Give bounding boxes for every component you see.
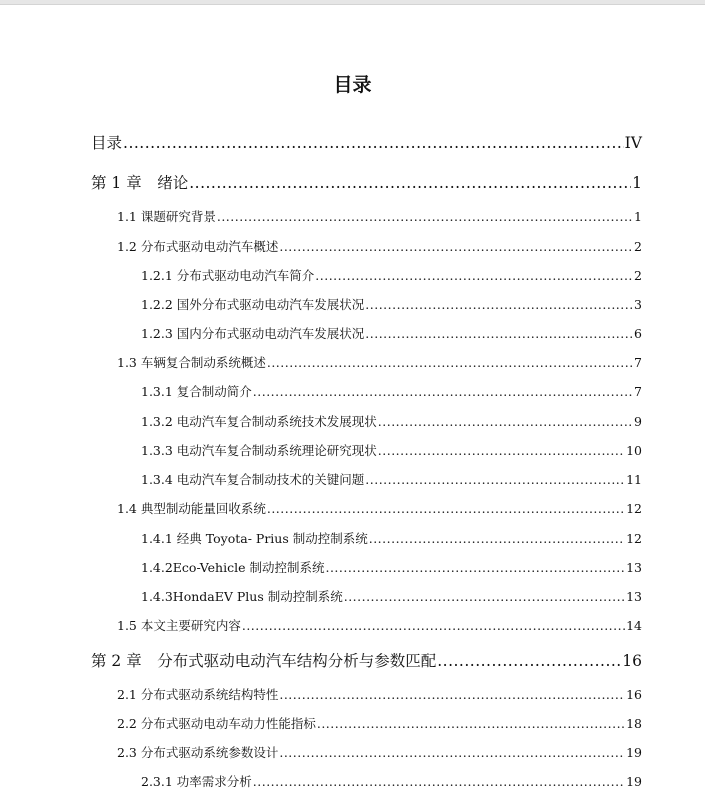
toc-entry[interactable] (141, 588, 642, 606)
toc-entry[interactable] (117, 744, 642, 762)
toc-entry[interactable] (91, 172, 642, 194)
dot-leader (369, 530, 625, 548)
toc-entry-page: 19 (626, 745, 642, 760)
toc-entry-label: 目录 (91, 134, 123, 152)
toc-entry-page: 1 (632, 174, 642, 192)
dot-leader (267, 354, 633, 372)
dot-leader (253, 383, 633, 401)
dot-leader (365, 471, 625, 489)
toc-entry-page: 13 (626, 589, 642, 604)
dot-leader (365, 296, 633, 314)
toc-entry[interactable] (117, 500, 642, 518)
toc-entry-page: 16 (626, 687, 642, 702)
toc-entry-page: 16 (622, 652, 642, 670)
toc-entry-label: 1.3 车辆复合制动系统概述 (117, 355, 266, 370)
toc-entry-page: 6 (634, 326, 642, 341)
toc-entry-page: 11 (626, 472, 642, 487)
toc-entry-label: 1.3.1 复合制动简介 (141, 384, 252, 399)
toc-entry[interactable] (141, 296, 642, 314)
toc-entry[interactable] (141, 471, 642, 489)
toc-entry-label: 1.1 课题研究背景 (117, 209, 216, 224)
dot-leader (315, 267, 633, 285)
toc-entry-page: 2 (634, 268, 642, 283)
dot-leader (365, 325, 633, 343)
dot-leader (267, 500, 625, 518)
dot-leader (378, 413, 633, 431)
toc-entry[interactable] (141, 413, 642, 431)
toc-entry-label: 2.3 分布式驱动系统参数设计 (117, 745, 279, 760)
dot-leader (344, 588, 625, 606)
toc-entry-page: 7 (634, 355, 642, 370)
dot-leader (123, 132, 624, 154)
toc-entry[interactable] (91, 132, 642, 154)
toc-entry-label: 2.2 分布式驱动电动车动力性能指标 (117, 716, 316, 731)
dot-leader (325, 559, 625, 577)
toc-entry-label: 1.4.2Eco-Vehicle 制动控制系统 (141, 560, 325, 575)
toc-entry-page: 13 (626, 560, 642, 575)
dot-leader (279, 686, 625, 704)
toc-entry-label: 1.4 典型制动能量回收系统 (117, 501, 266, 516)
toc-entry-label: 2.3.1 功率需求分析 (141, 774, 252, 789)
toc-entry-page: 7 (634, 384, 642, 399)
dot-leader (189, 172, 631, 194)
toc-entry-label: 1.3.3 电动汽车复合制动系统理论研究现状 (141, 443, 377, 458)
dot-leader (253, 773, 625, 791)
toc-entry-page: 12 (626, 531, 642, 546)
toc-entry[interactable] (117, 715, 642, 733)
toc-entry[interactable] (141, 267, 642, 285)
toc-entry-page: 9 (634, 414, 642, 429)
toc-entry-page: 12 (626, 501, 642, 516)
toc-entry-page: 18 (626, 716, 642, 731)
toc-entry-label: 1.2.3 国内分布式驱动电动汽车发展状况 (141, 326, 365, 341)
dot-leader (378, 442, 625, 460)
toc-entry-label: 1.4.1 经典 Toyota- Prius 制动控制系统 (141, 531, 368, 546)
toc-entry[interactable] (117, 354, 642, 372)
toc-entry[interactable] (117, 208, 642, 226)
toc-entry-page: 19 (626, 774, 642, 789)
dot-leader (279, 744, 625, 762)
toc-entry-page: 3 (634, 297, 642, 312)
toc-entry-label: 第 1 章 绪论 (91, 174, 189, 192)
toc-entry[interactable] (117, 617, 642, 635)
toc-entry[interactable] (141, 530, 642, 548)
toc-entry-page: IV (624, 134, 642, 152)
dot-leader (437, 650, 621, 672)
toc-entry-page: 2 (634, 239, 642, 254)
toc-entry[interactable] (141, 383, 642, 401)
toc-entry-label: 1.2.1 分布式驱动电动汽车简介 (141, 268, 315, 283)
dot-leader (217, 208, 633, 226)
toc-entry-page: 1 (634, 209, 642, 224)
toc-entry-label: 1.3.2 电动汽车复合制动系统技术发展现状 (141, 414, 377, 429)
toc-entry-label: 2.1 分布式驱动系统结构特性 (117, 687, 279, 702)
toc-entry[interactable] (141, 559, 642, 577)
toc-entry[interactable] (91, 650, 642, 672)
toc-entry[interactable] (141, 773, 642, 791)
dot-leader (279, 238, 633, 256)
toc-entry[interactable] (141, 442, 642, 460)
toc-entry-page: 10 (626, 443, 642, 458)
toc-heading: 目录 (333, 74, 372, 96)
toc-entry[interactable] (117, 686, 642, 704)
toc-entry[interactable] (141, 325, 642, 343)
toc-entry-label: 第 2 章 分布式驱动电动汽车结构分析与参数匹配 (91, 652, 437, 670)
dot-leader (242, 617, 625, 635)
toc-entry-label: 1.2.2 国外分布式驱动电动汽车发展状况 (141, 297, 365, 312)
toc-entry-label: 1.2 分布式驱动电动汽车概述 (117, 239, 279, 254)
toc-entry-label: 1.4.3HondaEV Plus 制动控制系统 (141, 589, 343, 604)
toc-entry[interactable] (117, 238, 642, 256)
toc-entry-page: 14 (626, 618, 642, 633)
toc-entry-label: 1.5 本文主要研究内容 (117, 618, 241, 633)
toc-entry-label: 1.3.4 电动汽车复合制动技术的关键问题 (141, 472, 365, 487)
dot-leader (317, 715, 625, 733)
